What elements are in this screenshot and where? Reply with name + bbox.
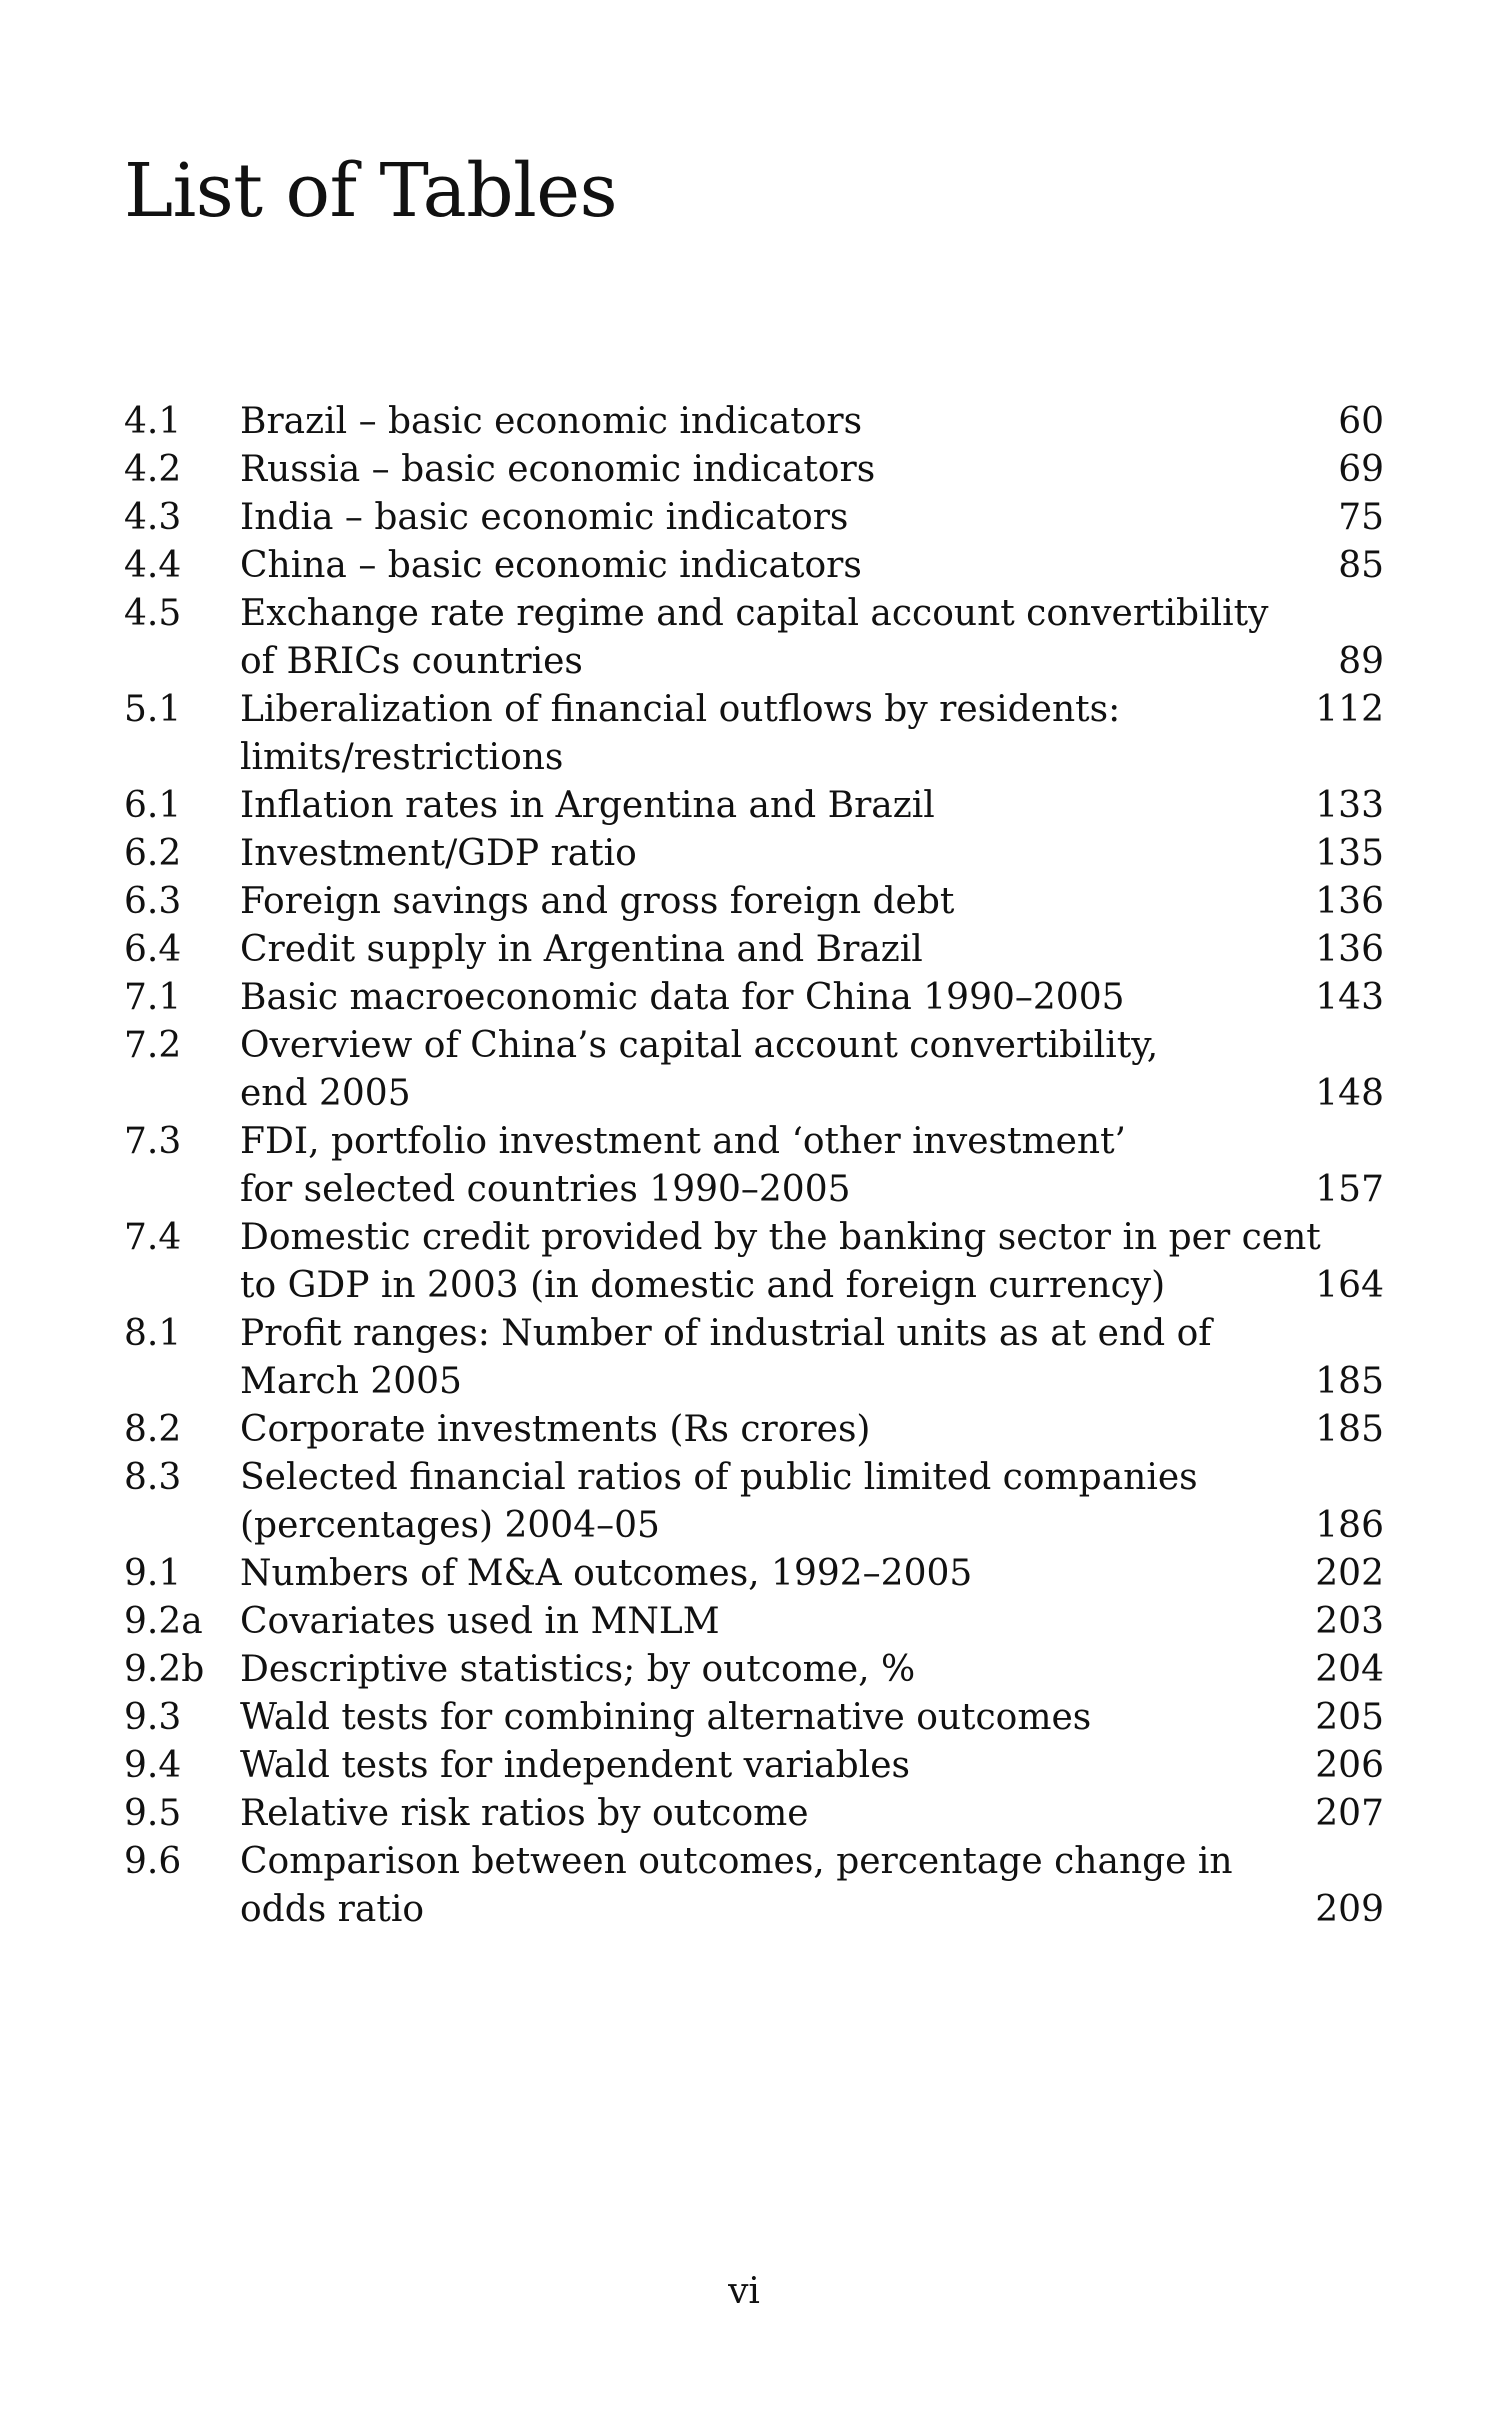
table-entry: [124, 1598, 1384, 1646]
table-entry: [124, 926, 1384, 974]
table-number: 9.5: [124, 1793, 182, 1834]
table-entry: [124, 1118, 1384, 1214]
table-title-line: Wald tests for combining alternative outcomes: [240, 1697, 1092, 1738]
table-title-line: Overview of China’s capital account convertibility,: [240, 1025, 1159, 1066]
table-title: [240, 1310, 1282, 1406]
page-reference: 186: [1315, 1505, 1384, 1546]
table-number: 4.5: [124, 593, 182, 634]
table-number: 4.3: [124, 497, 182, 538]
table-number: 7.4: [124, 1217, 182, 1258]
table-title-line: Wald tests for independent variables: [240, 1745, 910, 1786]
page-reference: 209: [1315, 1889, 1384, 1930]
table-entry: [124, 1550, 1384, 1598]
table-entry: [124, 1742, 1384, 1790]
table-entry: [124, 590, 1384, 686]
table-number: 9.6: [124, 1841, 182, 1882]
table-title-line: Foreign savings and gross foreign debt: [240, 881, 955, 922]
table-number: 4.2: [124, 449, 182, 490]
table-title-line: Profit ranges: Number of industrial units as at end of: [240, 1313, 1212, 1354]
table-title: [240, 1550, 1282, 1598]
table-entry: [124, 1214, 1384, 1310]
table-title-line: limits/restrictions: [240, 737, 564, 778]
table-number: 6.1: [124, 785, 182, 826]
table-title: [240, 1118, 1282, 1214]
table-number: 9.1: [124, 1553, 182, 1594]
table-entry: [124, 1022, 1384, 1118]
page-reference: 133: [1315, 785, 1384, 826]
table-title: [240, 590, 1282, 686]
table-entry: [124, 1454, 1384, 1550]
table-title: [240, 1022, 1282, 1118]
table-entry: [124, 830, 1384, 878]
table-number: 7.2: [124, 1025, 182, 1066]
table-title-line: Selected financial ratios of public limited companies: [240, 1457, 1198, 1498]
table-entry: [124, 782, 1384, 830]
table-entry: [124, 686, 1384, 782]
table-entry: [124, 1406, 1384, 1454]
table-title: [240, 446, 1282, 494]
table-entry: [124, 878, 1384, 926]
table-number: 9.3: [124, 1697, 182, 1738]
page-reference: 136: [1315, 929, 1384, 970]
table-title: [240, 782, 1282, 830]
table-number: 9.2a: [124, 1601, 203, 1642]
page-reference: 157: [1315, 1169, 1384, 1210]
page-reference: 136: [1315, 881, 1384, 922]
page-reference: 60: [1338, 401, 1384, 442]
table-title: [240, 686, 1282, 782]
page-reference: 185: [1315, 1409, 1384, 1450]
table-number: 4.1: [124, 401, 182, 442]
table-entry: [124, 974, 1384, 1022]
table-title-line: end 2005: [240, 1073, 411, 1114]
table-number: 6.3: [124, 881, 182, 922]
table-title: [240, 398, 1282, 446]
table-title-line: China – basic economic indicators: [240, 545, 862, 586]
table-title-line: March 2005: [240, 1361, 462, 1402]
table-number: 6.4: [124, 929, 182, 970]
page-reference: 143: [1315, 977, 1384, 1018]
table-title: [240, 1694, 1282, 1742]
page-reference: 185: [1315, 1361, 1384, 1402]
table-title: [240, 1454, 1282, 1550]
page-reference: 69: [1338, 449, 1384, 490]
table-number: 7.3: [124, 1121, 182, 1162]
page-reference: 206: [1315, 1745, 1384, 1786]
table-title: [240, 1790, 1282, 1838]
table-number: 8.1: [124, 1313, 182, 1354]
table-title-line: Investment/GDP ratio: [240, 833, 637, 874]
page-reference: 85: [1338, 545, 1384, 586]
table-entry: [124, 1838, 1384, 1934]
table-number: 6.2: [124, 833, 182, 874]
table-title: [240, 1406, 1282, 1454]
table-title-line: Liberalization of financial outflows by residents:: [240, 689, 1121, 730]
table-number: 9.2b: [124, 1649, 205, 1690]
table-title-line: to GDP in 2003 (in domestic and foreign currency): [240, 1265, 1166, 1306]
page-reference: 135: [1315, 833, 1384, 874]
page-reference: 202: [1315, 1553, 1384, 1594]
page-reference: 204: [1315, 1649, 1384, 1690]
table-title: [240, 878, 1282, 926]
table-number: 5.1: [124, 689, 182, 730]
page-reference: 89: [1338, 641, 1384, 682]
table-title-line: Domestic credit provided by the banking sector in per cent: [240, 1217, 1321, 1258]
table-title: [240, 974, 1282, 1022]
table-title-line: India – basic economic indicators: [240, 497, 849, 538]
table-title-line: Exchange rate regime and capital account convertibility: [240, 593, 1269, 634]
page-reference: 148: [1315, 1073, 1384, 1114]
table-number: 7.1: [124, 977, 182, 1018]
page-number: vi: [728, 2271, 760, 2312]
table-title-line: Covariates used in MNLM: [240, 1601, 720, 1642]
page-title: List of Tables: [124, 148, 618, 234]
table-title: [240, 1646, 1282, 1694]
table-entry: [124, 542, 1384, 590]
table-entry: [124, 1310, 1384, 1406]
table-title-line: of BRICs countries: [240, 641, 583, 682]
table-list: [124, 398, 1384, 1934]
table-title: [240, 830, 1282, 878]
table-entry: [124, 446, 1384, 494]
table-title-line: odds ratio: [240, 1889, 425, 1930]
table-title-line: Brazil – basic economic indicators: [240, 401, 863, 442]
table-entry: [124, 398, 1384, 446]
page-reference: 112: [1315, 689, 1384, 730]
table-title-line: Inflation rates in Argentina and Brazil: [240, 785, 935, 826]
table-title: [240, 926, 1282, 974]
page-reference: 75: [1338, 497, 1384, 538]
table-title-line: Russia – basic economic indicators: [240, 449, 876, 490]
table-title-line: Basic macroeconomic data for China 1990–2005: [240, 977, 1125, 1018]
table-title-line: Credit supply in Argentina and Brazil: [240, 929, 923, 970]
table-title-line: (percentages) 2004–05: [240, 1505, 660, 1546]
table-entry: [124, 494, 1384, 542]
page-reference: 203: [1315, 1601, 1384, 1642]
table-number: 9.4: [124, 1745, 182, 1786]
table-title-line: Descriptive statistics; by outcome, %: [240, 1649, 916, 1690]
table-number: 8.3: [124, 1457, 182, 1498]
table-number: 8.2: [124, 1409, 182, 1450]
page-reference: 164: [1315, 1265, 1384, 1306]
table-entry: [124, 1694, 1384, 1742]
page-reference: 205: [1315, 1697, 1384, 1738]
table-title: [240, 1214, 1321, 1310]
table-title-line: Corporate investments (Rs crores): [240, 1409, 871, 1450]
table-title: [240, 494, 1282, 542]
table-number: 4.4: [124, 545, 182, 586]
table-title-line: Numbers of M&A outcomes, 1992–2005: [240, 1553, 973, 1594]
table-title-line: FDI, portfolio investment and ‘other investment’: [240, 1121, 1126, 1162]
page-reference: 207: [1315, 1793, 1384, 1834]
table-title-line: Comparison between outcomes, percentage change in: [240, 1841, 1233, 1882]
table-title: [240, 542, 1282, 590]
table-title: [240, 1742, 1282, 1790]
table-entry: [124, 1646, 1384, 1694]
table-title: [240, 1838, 1282, 1934]
table-title: [240, 1598, 1282, 1646]
table-title-line: Relative risk ratios by outcome: [240, 1793, 809, 1834]
table-entry: [124, 1790, 1384, 1838]
table-title-line: for selected countries 1990–2005: [240, 1169, 851, 1210]
